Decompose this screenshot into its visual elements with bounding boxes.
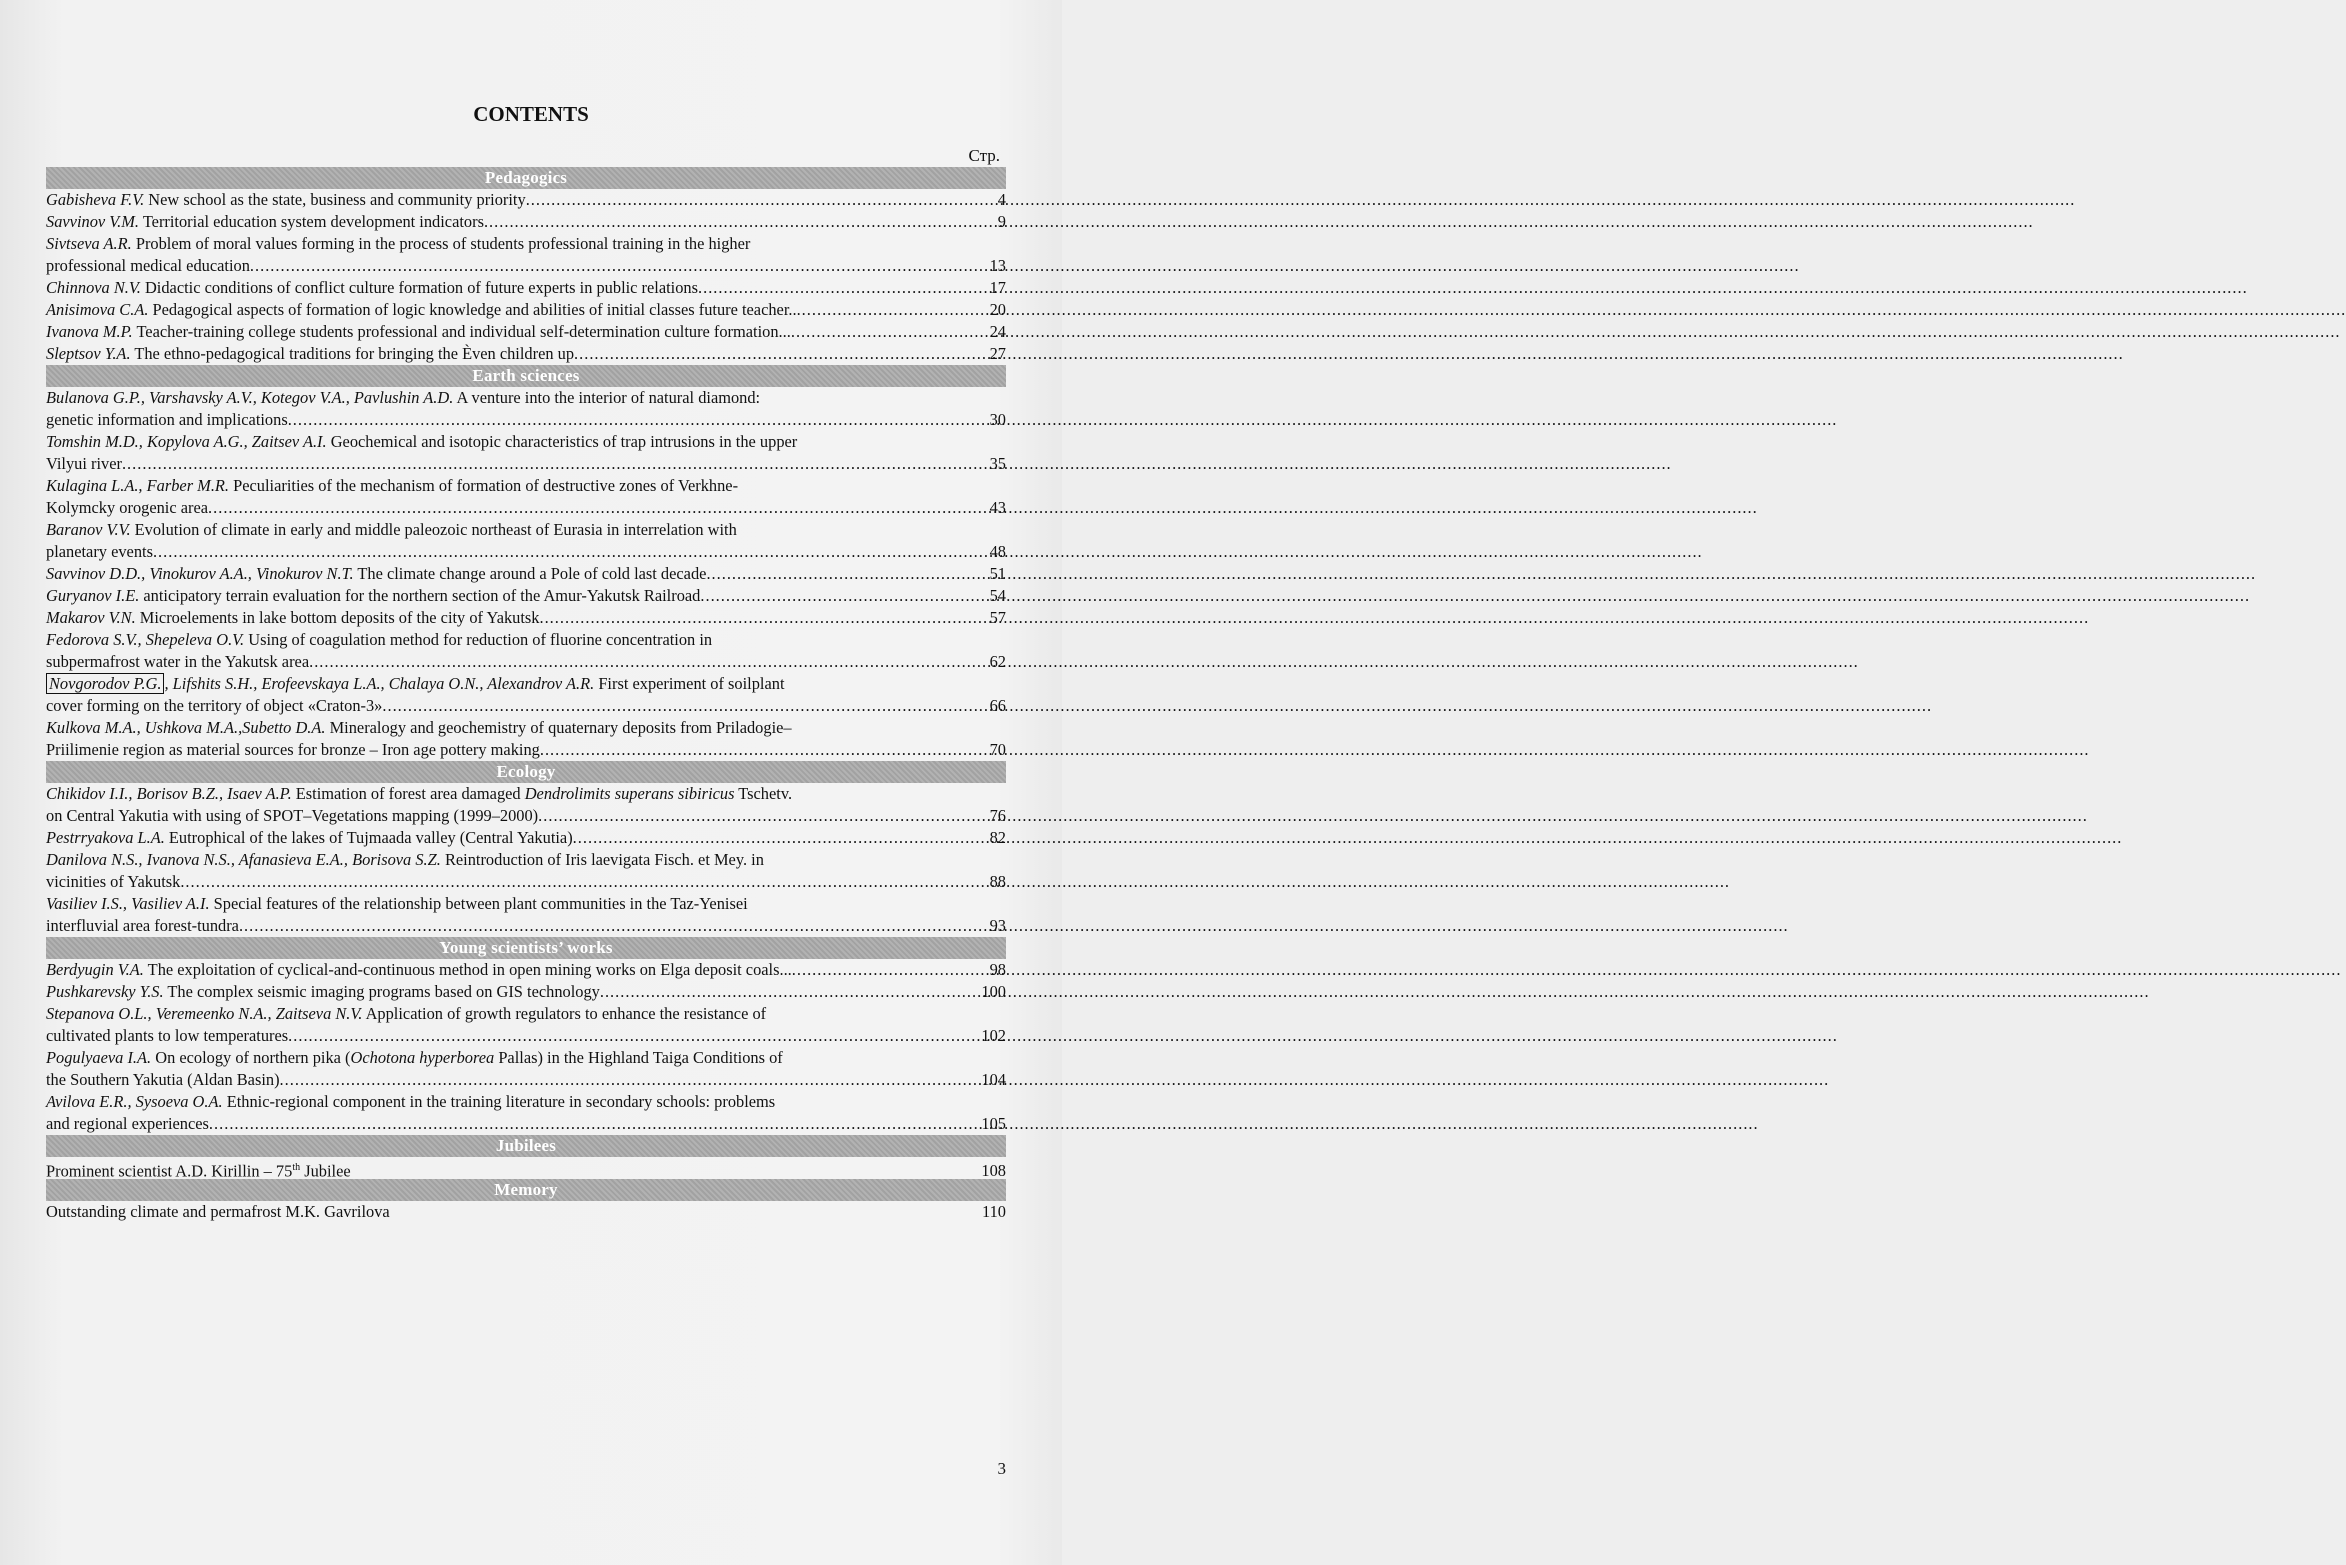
entry-title-start: Application of growth regulators to enhance the resistance of bbox=[362, 1004, 767, 1023]
entry-author: Chinnova N.V. bbox=[46, 278, 141, 297]
entry-title: New school as the state, business and community priority bbox=[144, 190, 526, 209]
dot-leader bbox=[484, 211, 978, 233]
entry-page-number: 54 bbox=[989, 586, 1006, 605]
entry-line bbox=[46, 409, 1006, 431]
entry-line bbox=[46, 343, 1006, 365]
entry-text bbox=[46, 915, 239, 937]
entry-author: Sivtseva A.R. bbox=[46, 234, 132, 253]
entry-title-start: Geochemical and isotopic characteristics of trap intrusions in the upper bbox=[326, 432, 798, 451]
entry-author: Vasiliev I.S., Vasiliev A.I. bbox=[46, 894, 210, 913]
dot-leader bbox=[792, 959, 978, 981]
entry-line bbox=[46, 453, 1006, 475]
entry-title: The climate change around a Pole of cold last decade bbox=[353, 564, 707, 583]
entry-line bbox=[46, 981, 1006, 1003]
toc-entry bbox=[46, 1047, 1006, 1091]
toc-entry bbox=[46, 211, 1006, 233]
entry-title-start: On ecology of northern pika ( bbox=[151, 1048, 351, 1067]
section-header: Jubilees bbox=[46, 1135, 1006, 1157]
entry-text bbox=[46, 827, 573, 849]
entry-line bbox=[46, 585, 1006, 607]
toc-entry bbox=[46, 1157, 1006, 1179]
dot-leader bbox=[239, 915, 978, 937]
entry-first-line bbox=[46, 629, 1006, 651]
entry-author: , Lifshits S.H., Erofeevskaya L.A., Chalaya O.N., Alexandrov A.R. bbox=[164, 674, 595, 693]
dot-leader bbox=[122, 453, 978, 475]
toc-entry bbox=[46, 475, 1006, 519]
entry-line bbox=[46, 189, 1006, 211]
entry-page-number: 70 bbox=[989, 740, 1006, 759]
entry-text bbox=[46, 563, 706, 585]
entry-title-italic: Dendrolimits superans sibiricus bbox=[524, 784, 735, 803]
entry-text bbox=[46, 497, 208, 519]
entry-page-number: 24 bbox=[989, 322, 1006, 341]
dot-leader bbox=[540, 739, 978, 761]
toc-entry bbox=[46, 189, 1006, 211]
section-header: Earth sciences bbox=[46, 365, 1006, 387]
entry-author: Anisimova C.A. bbox=[46, 300, 149, 319]
entry-title-start: Mineralogy and geochemistry of quaternary deposits from Priladogie– bbox=[325, 718, 792, 737]
entry-author-highlighted: Novgorodov P.G. bbox=[46, 673, 164, 694]
toc-entry bbox=[46, 431, 1006, 475]
entry-author: Fedorova S.V., Shepeleva O.V. bbox=[46, 630, 245, 649]
entry-author: Savvinov V.M. bbox=[46, 212, 140, 231]
entry-title-start-tail: Tschetv. bbox=[734, 784, 793, 803]
entry-author: Ivanova M.P. bbox=[46, 322, 133, 341]
entry-text bbox=[46, 211, 484, 233]
dot-leader bbox=[280, 1069, 976, 1091]
entry-first-line bbox=[46, 519, 1006, 541]
entry-page-number: 82 bbox=[989, 828, 1006, 847]
entry-first-line bbox=[46, 475, 1006, 497]
page-number: 3 bbox=[997, 1459, 1006, 1478]
dot-leader bbox=[706, 563, 978, 585]
entry-first-line bbox=[46, 1003, 1006, 1025]
dot-leader bbox=[526, 189, 978, 211]
entry-author: Chikidov I.I., Borisov B.Z., Isaev A.P. bbox=[46, 784, 292, 803]
toc-entry bbox=[46, 783, 1006, 827]
dot-leader bbox=[538, 805, 978, 827]
entry-title: Didactic conditions of conflict culture formation of future experts in public relations bbox=[140, 278, 698, 297]
contents-title: CONTENTS bbox=[473, 102, 589, 126]
entry-text bbox=[46, 255, 250, 277]
section-header: Memory bbox=[46, 1179, 1006, 1201]
toc-entry bbox=[46, 893, 1006, 937]
entry-title: and regional experiences bbox=[46, 1114, 209, 1133]
entry-line bbox=[46, 211, 1006, 233]
entry-title-start: Problem of moral values forming in the process of students professional training in the higher bbox=[131, 234, 751, 253]
entry-page-number: 102 bbox=[981, 1026, 1006, 1045]
entry-title-start: Evolution of climate in early and middle paleozoic northeast of Eurasia in interrelation with bbox=[130, 520, 737, 539]
entry-title: The complex seismic imaging programs based on GIS technology bbox=[163, 982, 600, 1001]
entry-author: Kulagina L.A., Farber M.R. bbox=[46, 476, 230, 495]
toc-entry bbox=[46, 849, 1006, 893]
entry-author: Pogulyaeva I.A. bbox=[46, 1048, 152, 1067]
entry-title-start: Estimation of forest area damaged bbox=[291, 784, 525, 803]
entry-text bbox=[46, 453, 122, 475]
entry-page-number: 30 bbox=[989, 410, 1006, 429]
entry-title: Vilyui river bbox=[46, 454, 122, 473]
entry-text bbox=[46, 541, 153, 563]
entry-line bbox=[46, 497, 1006, 519]
entry-page-number: 66 bbox=[989, 696, 1006, 715]
entry-author: Gabisheva F.V. bbox=[46, 190, 145, 209]
entry-text bbox=[46, 607, 539, 629]
entry-text bbox=[46, 585, 700, 607]
entry-first-line bbox=[46, 783, 1006, 805]
toc-entry bbox=[46, 519, 1006, 563]
entry-text bbox=[46, 1113, 209, 1135]
entry-title-start: Reintroduction of Iris laevigata Fisch. et Mey. in bbox=[440, 850, 764, 869]
entry-first-line bbox=[46, 233, 1006, 255]
entry-page-number: 88 bbox=[989, 872, 1006, 891]
entry-author: Pestrryakova L.A. bbox=[46, 828, 165, 847]
entry-line bbox=[46, 1025, 1006, 1047]
toc-entry bbox=[46, 277, 1006, 299]
entry-title: the Southern Yakutia (Aldan Basin) bbox=[46, 1070, 280, 1089]
entry-title-start: First experiment of soilplant bbox=[594, 674, 785, 693]
entry-text bbox=[46, 1025, 288, 1047]
entry-line bbox=[46, 541, 1006, 563]
entry-line bbox=[46, 1157, 1006, 1179]
toc-entry bbox=[46, 959, 1006, 981]
entry-title: Outstanding climate and permafrost M.K. Gavrilova bbox=[46, 1202, 390, 1221]
entry-page-number: 57 bbox=[989, 608, 1006, 627]
entry-page-number: 108 bbox=[981, 1161, 1006, 1181]
dot-leader bbox=[791, 321, 978, 343]
entry-author: Stepanova O.L., Veremeenko N.A., Zaitseva N.V. bbox=[46, 1004, 363, 1023]
entry-page-number: 17 bbox=[989, 278, 1006, 297]
entry-text bbox=[46, 299, 797, 321]
dot-leader bbox=[573, 827, 978, 849]
entry-line bbox=[46, 827, 1006, 849]
entry-title-start: Using of coagulation method for reduction of fluorine concentration in bbox=[244, 630, 713, 649]
entry-title-start: Special features of the relationship between plant communities in the Taz-Yenisei bbox=[209, 894, 748, 913]
dot-leader bbox=[700, 585, 978, 607]
toc-entry bbox=[46, 673, 1006, 717]
entry-page-number: 62 bbox=[989, 652, 1006, 671]
entry-title: Territorial education system development indicators bbox=[139, 212, 484, 231]
entry-line bbox=[46, 255, 1006, 277]
dot-leader bbox=[600, 981, 976, 1003]
entry-page-number: 20 bbox=[989, 300, 1006, 319]
entry-text bbox=[46, 959, 792, 981]
entry-author: Danilova N.S., Ivanova N.S., Afanasieva E.A., Borisova S.Z. bbox=[46, 850, 441, 869]
entry-page-number: 76 bbox=[989, 806, 1006, 825]
entry-title-start: A venture into the interior of natural diamond: bbox=[453, 388, 761, 407]
entry-title: planetary events bbox=[46, 542, 153, 561]
entry-author: Berdyugin V.A. bbox=[46, 960, 144, 979]
entry-text bbox=[46, 981, 600, 1003]
section-header: Pedagogics bbox=[46, 167, 1006, 189]
entry-text bbox=[46, 409, 288, 431]
entry-page-number: 35 bbox=[989, 454, 1006, 473]
toc-entry bbox=[46, 299, 1006, 321]
toc-entry bbox=[46, 321, 1006, 343]
dot-leader bbox=[153, 541, 978, 563]
entry-text bbox=[46, 343, 574, 365]
entry-title: vicinities of Yakutsk bbox=[46, 872, 181, 891]
entry-title: Prominent scientist A.D. Kirillin – 75 bbox=[46, 1161, 293, 1181]
entry-line bbox=[46, 1201, 1006, 1223]
entry-title: Teacher-training college students professional and individual self-determination culture formation... bbox=[132, 322, 791, 341]
dot-leader bbox=[250, 255, 978, 277]
entry-page-number: 27 bbox=[989, 344, 1006, 363]
entry-line bbox=[46, 805, 1006, 827]
dot-leader bbox=[180, 871, 978, 893]
entry-title-start: Peculiarities of the mechanism of formation of destructive zones of Verkhne- bbox=[229, 476, 739, 495]
entry-page-number: 13 bbox=[989, 256, 1006, 275]
entry-author: Guryanov I.E. bbox=[46, 586, 140, 605]
entry-author: Bulanova G.P., Varshavsky A.V., Kotegov V.A., Pavlushin A.D. bbox=[46, 388, 454, 407]
toc-entry bbox=[46, 387, 1006, 431]
dot-leader bbox=[288, 1025, 975, 1047]
document-page bbox=[0, 0, 1062, 1565]
entry-line bbox=[46, 1069, 1006, 1091]
dot-leader bbox=[309, 651, 978, 673]
entry-author: Savvinov D.D., Vinokurov A.A., Vinokurov N.T. bbox=[46, 564, 354, 583]
entry-title: genetic information and implications bbox=[46, 410, 288, 429]
entry-title: on Central Yakutia with using of SPOT–Vegetations mapping (1999–2000) bbox=[46, 806, 539, 825]
entry-author: Baranov V.V. bbox=[46, 520, 131, 539]
entry-author: Avilova E.R., Sysoeva O.A. bbox=[46, 1092, 223, 1111]
entry-title-start: Ethnic-regional component in the training literature in secondary schools: problems bbox=[222, 1092, 776, 1111]
entry-page-number: 98 bbox=[989, 960, 1006, 979]
toc-entry bbox=[46, 717, 1006, 761]
toc-entry bbox=[46, 1201, 1006, 1223]
toc-entry bbox=[46, 1003, 1006, 1047]
entry-text bbox=[46, 1201, 390, 1223]
dot-leader bbox=[382, 695, 978, 717]
entry-page-number: 4 bbox=[997, 190, 1006, 209]
section-header: Young scientists’ works bbox=[46, 937, 1006, 959]
table-of-contents bbox=[46, 167, 1006, 1223]
entry-page-number: 51 bbox=[989, 564, 1006, 583]
entry-first-line bbox=[46, 1091, 1006, 1113]
entry-first-line bbox=[46, 431, 1006, 453]
entry-text bbox=[46, 321, 791, 343]
entry-text bbox=[46, 1157, 351, 1182]
entry-author: Pushkarevsky Y.S. bbox=[46, 982, 164, 1001]
entry-title: cultivated plants to low temperatures bbox=[46, 1026, 289, 1045]
toc-entry bbox=[46, 585, 1006, 607]
entry-first-line bbox=[46, 717, 1006, 739]
entry-text bbox=[46, 277, 698, 299]
entry-line bbox=[46, 299, 1006, 321]
entry-superscript: th bbox=[292, 1162, 301, 1173]
dot-leader bbox=[288, 409, 978, 431]
page-column-label: Стр. bbox=[968, 146, 1000, 165]
toc-entry bbox=[46, 607, 1006, 629]
entry-author: Makarov V.N. bbox=[46, 608, 136, 627]
dot-leader bbox=[574, 343, 978, 365]
entry-title: interfluvial area forest-tundra bbox=[46, 916, 239, 935]
entry-page-number: 110 bbox=[982, 1202, 1006, 1221]
entry-title: subpermafrost water in the Yakutsk area bbox=[46, 652, 310, 671]
entry-title: Eutrophical of the lakes of Tujmaada valley (Central Yakutia) bbox=[164, 828, 573, 847]
entry-author: Kulkova M.A., Ushkova M.A.,Subetto D.A. bbox=[46, 718, 326, 737]
toc-entry bbox=[46, 233, 1006, 277]
entry-author: Sleptsov Y.A. bbox=[46, 344, 131, 363]
toc-entry bbox=[46, 827, 1006, 849]
entry-title-start-tail: Pallas) in the Highland Taiga Conditions of bbox=[494, 1048, 783, 1067]
toc-entry bbox=[46, 981, 1006, 1003]
dot-leader bbox=[539, 607, 978, 629]
entry-line bbox=[46, 915, 1006, 937]
toc-entry bbox=[46, 629, 1006, 673]
entry-text bbox=[46, 695, 382, 717]
entry-line bbox=[46, 277, 1006, 299]
toc-entry bbox=[46, 343, 1006, 365]
entry-title: Pedagogical aspects of formation of logic knowledge and abilities of initial classes future teacher.. bbox=[148, 300, 797, 319]
entry-text bbox=[46, 189, 526, 211]
entry-line bbox=[46, 695, 1006, 717]
entry-text bbox=[46, 1069, 280, 1091]
entry-first-line bbox=[46, 1047, 1006, 1069]
entry-text bbox=[46, 871, 180, 893]
entry-title-tail: Jubilee bbox=[300, 1161, 351, 1181]
entry-first-line bbox=[46, 673, 1006, 695]
entry-page-number: 104 bbox=[981, 1070, 1006, 1089]
entry-text bbox=[46, 805, 538, 827]
entry-title: The exploitation of cyclical-and-continuous method in open mining works on Elga deposit coals... bbox=[143, 960, 792, 979]
entry-page-number: 105 bbox=[981, 1114, 1006, 1133]
entry-title: Priilimenie region as material sources for bronze – Iron age pottery making bbox=[46, 740, 540, 759]
entry-page-number: 93 bbox=[989, 916, 1006, 935]
entry-first-line bbox=[46, 849, 1006, 871]
entry-page-number: 43 bbox=[989, 498, 1006, 517]
dot-leader bbox=[209, 1113, 975, 1135]
entry-title: cover forming on the territory of object «Craton-3» bbox=[46, 696, 383, 715]
toc-entry bbox=[46, 1091, 1006, 1135]
entry-line bbox=[46, 607, 1006, 629]
entry-page-number: 100 bbox=[981, 982, 1006, 1001]
entry-first-line bbox=[46, 893, 1006, 915]
toc-entry bbox=[46, 563, 1006, 585]
entry-line bbox=[46, 739, 1006, 761]
dot-leader bbox=[698, 277, 978, 299]
entry-title: anticipatory terrain evaluation for the northern section of the Amur-Yakutsk Railroad bbox=[139, 586, 701, 605]
entry-author: Tomshin M.D., Kopylova A.G., Zaitsev A.I. bbox=[46, 432, 327, 451]
entry-title-italic: Ochotona hyperborea bbox=[350, 1048, 495, 1067]
entry-title: The ethno-pedagogical traditions for bringing the Èven children up bbox=[130, 344, 575, 363]
entry-title: Microelements in lake bottom deposits of the city of Yakutsk bbox=[135, 608, 540, 627]
entry-page-number: 48 bbox=[989, 542, 1006, 561]
entry-line bbox=[46, 959, 1006, 981]
dot-leader bbox=[797, 299, 978, 321]
entry-title: professional medical education bbox=[46, 256, 250, 275]
entry-line bbox=[46, 321, 1006, 343]
section-header: Ecology bbox=[46, 761, 1006, 783]
entry-line bbox=[46, 871, 1006, 893]
entry-first-line bbox=[46, 387, 1006, 409]
entry-line bbox=[46, 651, 1006, 673]
entry-text bbox=[46, 739, 540, 761]
entry-text bbox=[46, 651, 309, 673]
entry-page-number: 9 bbox=[997, 212, 1006, 231]
dot-leader bbox=[208, 497, 978, 519]
entry-line bbox=[46, 563, 1006, 585]
entry-line bbox=[46, 1113, 1006, 1135]
entry-title: Kolymcky orogenic area bbox=[46, 498, 209, 517]
